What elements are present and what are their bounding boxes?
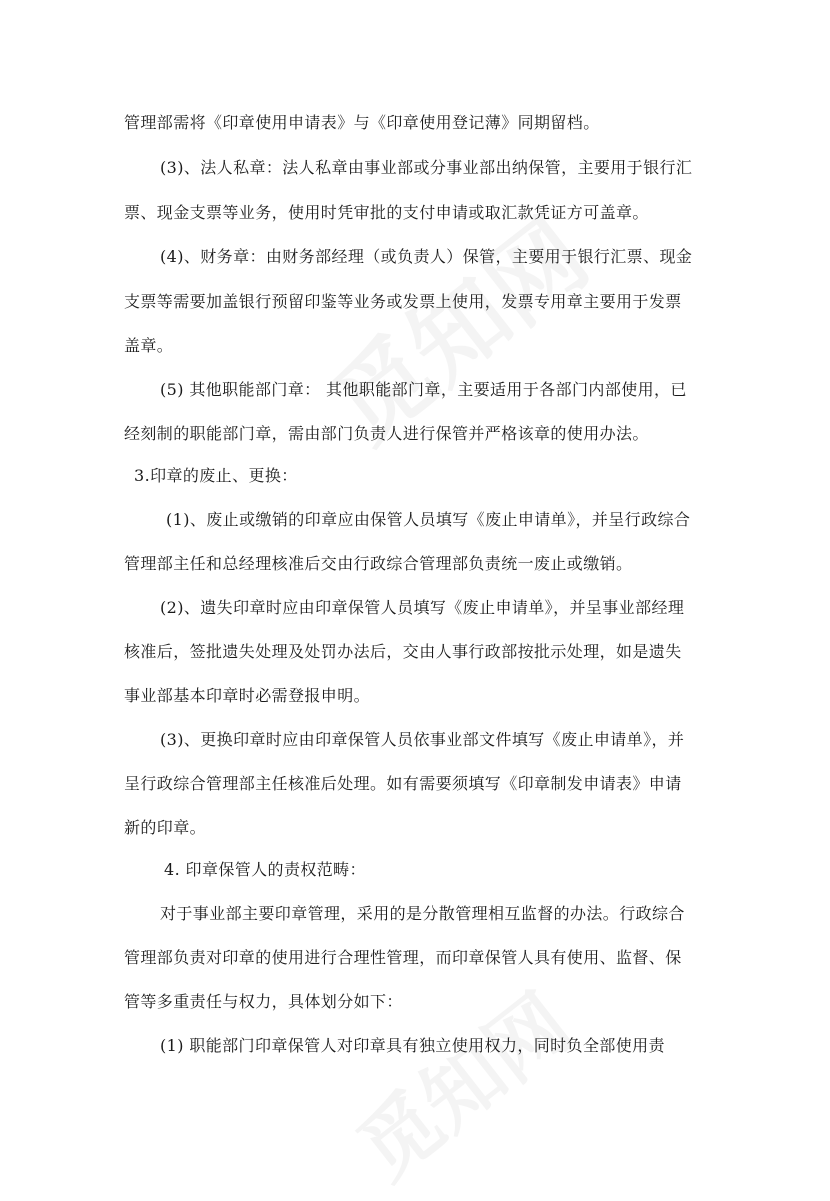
text-line: 盖章。 [124, 336, 174, 355]
text-line: (1)、废止或缴销的印章应由保管人员填写《废止申请单》，并呈行政综合 [166, 510, 691, 529]
text-line: 事业部基本印章时必需登报申明。 [124, 686, 371, 705]
section-heading: 3.印章的废止、更换： [134, 466, 298, 485]
text-line: 管等多重责任与权力，具体划分如下： [124, 992, 403, 1011]
text-line: (2)、遗失印章时应由印章保管人员填写《废止申请单》，并呈事业部经理 [160, 598, 685, 617]
text-line: 支票等需要加盖银行预留印鉴等业务或发票上使用，发票专用章主要用于发票 [124, 292, 682, 311]
text-line: 对于事业部主要印章管理，采用的是分散管理相互监督的办法。行政综合 [160, 904, 685, 923]
text-line: (3)、法人私章：法人私章由事业部或分事业部出纳保管，主要用于银行汇 [160, 158, 693, 177]
text-line: 核准后，签批遗失处理及处罚办法后，交由人事行政部按批示处理，如是遗失 [124, 642, 682, 661]
text-line: 管理部需将《印章使用申请表》与《印章使用登记薄》同期留档。 [124, 113, 600, 132]
text-line: (5) 其他职能部门章： 其他职能部门章，主要适用于各部门内部使用，已 [160, 380, 687, 399]
text-line: 管理部负责对印章的使用进行合理性管理，而印章保管人具有使用、监督、保 [124, 948, 682, 967]
text-line: (1) 职能部门印章保管人对印章具有独立使用权力，同时负全部使用责 [160, 1036, 665, 1055]
text-line: 票、现金支票等业务，使用时凭审批的支付申请或取汇款凭证方可盖章。 [124, 203, 649, 222]
text-line: (4)、财务章：由财务部经理（或负责人）保管，主要用于银行汇票、现金 [160, 247, 693, 266]
section-heading: 4. 印章保管人的责权范畴： [164, 860, 366, 879]
text-line: 管理部主任和总经理核准后交由行政综合管理部负责统一废止或缴销。 [124, 554, 633, 573]
text-line: 呈行政综合管理部主任核准后处理。如有需要须填写《印章制发申请表》申请 [124, 774, 682, 793]
text-line: 新的印章。 [124, 818, 207, 837]
text-line: 经刻制的职能部门章，需由部门负责人进行保管并严格该章的使用办法。 [124, 424, 649, 443]
text-line: (3)、更换印章时应由印章保管人员依事业部文件填写《废止申请单》，并 [160, 730, 685, 749]
